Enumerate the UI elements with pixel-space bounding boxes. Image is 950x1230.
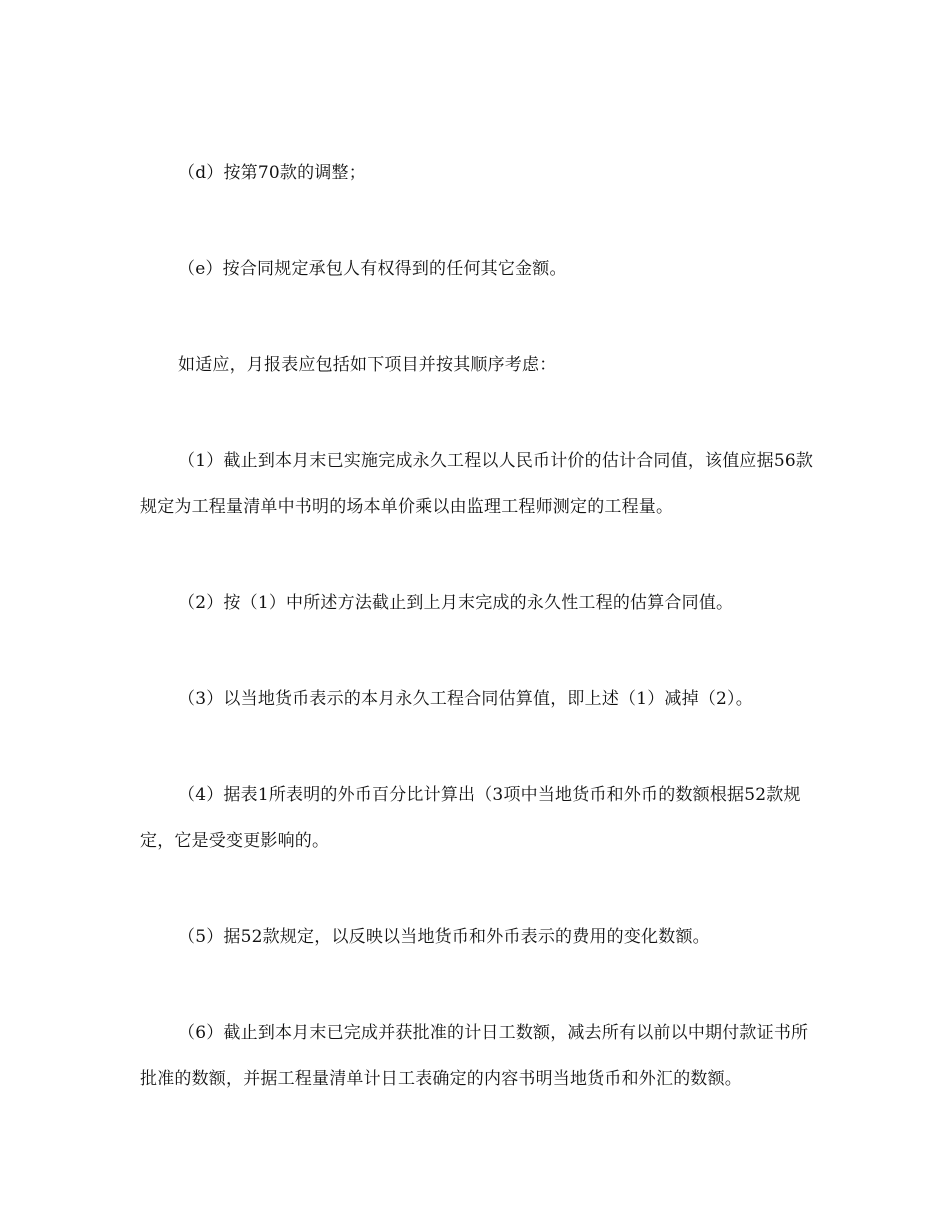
- paragraph-e-other-amounts: （e）按合同规定承包人有权得到的任何其它金额。: [178, 259, 567, 279]
- paragraph-item-5: （5）据52款规定，以反映以当地货币和外币表示的费用的变化数额。: [178, 927, 710, 947]
- paragraph-item-4: （4）据表1所表明的外币百分比计算出（3项中当地货币和外币的数额根据52款规定，它是受变更影响的。: [140, 785, 801, 851]
- paragraph-d-adjustment: （d）按第70款的调整；: [178, 163, 366, 183]
- paragraph-item-1: （1）截止到本月末已实施完成永久工程以人民币计价的估计合同值，该值应据56款规定为工程量清单中书明的场本单价乘以由监理工程师测定的工程量。: [140, 451, 814, 517]
- paragraph-item-2: （2）按（1）中所述方法截止到上月末完成的永久性工程的估算合同值。: [178, 593, 734, 613]
- paragraph-item-6: （6）截止到本月末已完成并获批准的计日工数额，减去所有以前以中期付款证书所批准的数额，并据工程量清单计日工表确定的内容书明当地货币和外汇的数额。: [140, 1023, 809, 1089]
- paragraph-monthly-statement-intro: 如适应，月报表应包括如下项目并按其顺序考虑：: [178, 355, 557, 375]
- paragraph-item-3: （3）以当地货币表示的本月永久工程合同估算值，即上述（1）减掉（2）。: [178, 689, 753, 709]
